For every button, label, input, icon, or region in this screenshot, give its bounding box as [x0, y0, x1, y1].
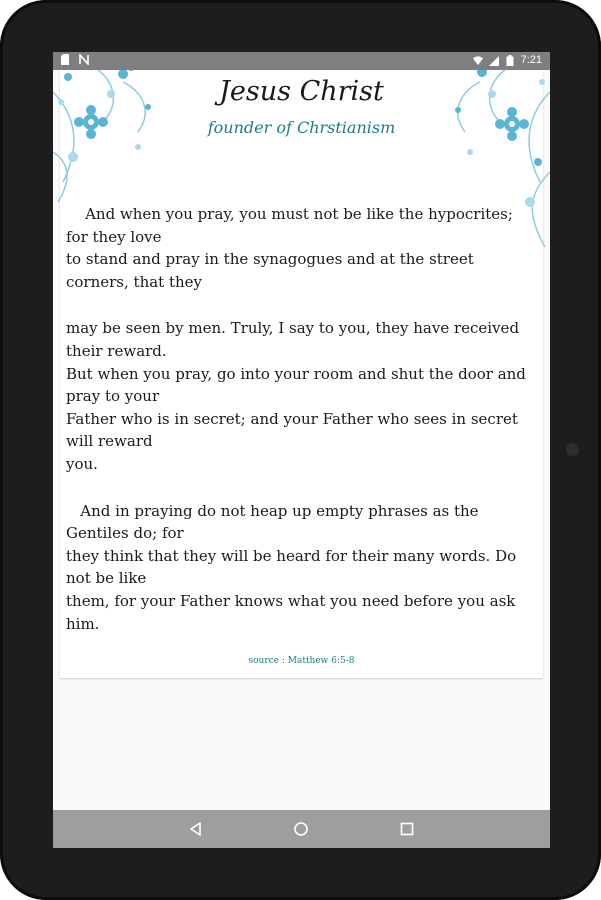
page-subtitle: founder of Chrstianism	[207, 118, 396, 137]
quote-line: they think that they will be heard for their many words. Do not be like	[66, 546, 517, 588]
quote-line: may be seen by men. Truly, I say to you, they have received their reward.	[66, 319, 520, 360]
quote-line: And when you pray, you must not be like the hypocrites; for they love	[66, 205, 513, 246]
quote-source: source : Matthew 6:5-8	[248, 656, 355, 666]
status-bar	[53, 52, 550, 70]
navigation-bar	[53, 810, 550, 848]
status-time: 7:21	[520, 54, 542, 66]
sd-card-icon	[61, 54, 71, 65]
n-notification-icon	[79, 54, 89, 65]
quote-line: Father who is in secret; and your Father who sees in secret will reward	[66, 409, 518, 451]
quote-line: to stand and pray in the synagogues and at the street corners, that they	[66, 250, 474, 291]
quote-text	[66, 203, 534, 635]
quote-line: them, for your Father knows what you need before you ask him.	[66, 591, 516, 633]
wifi-icon	[473, 55, 483, 66]
cell-signal-icon	[489, 55, 499, 66]
back-icon[interactable]	[188, 821, 204, 837]
page-title: Jesus Christ	[219, 76, 384, 107]
quote-line: And in praying do not heap up empty phrases as the Gentiles do; for	[66, 501, 479, 543]
home-icon[interactable]	[293, 821, 309, 837]
recents-icon[interactable]	[399, 821, 415, 837]
quote-line: you.	[66, 454, 98, 473]
battery-icon	[505, 55, 515, 66]
quote-line: But when you pray, go into your room and shut the door and pray to your	[66, 364, 526, 406]
front-camera	[566, 443, 579, 456]
device-screen	[53, 52, 550, 848]
